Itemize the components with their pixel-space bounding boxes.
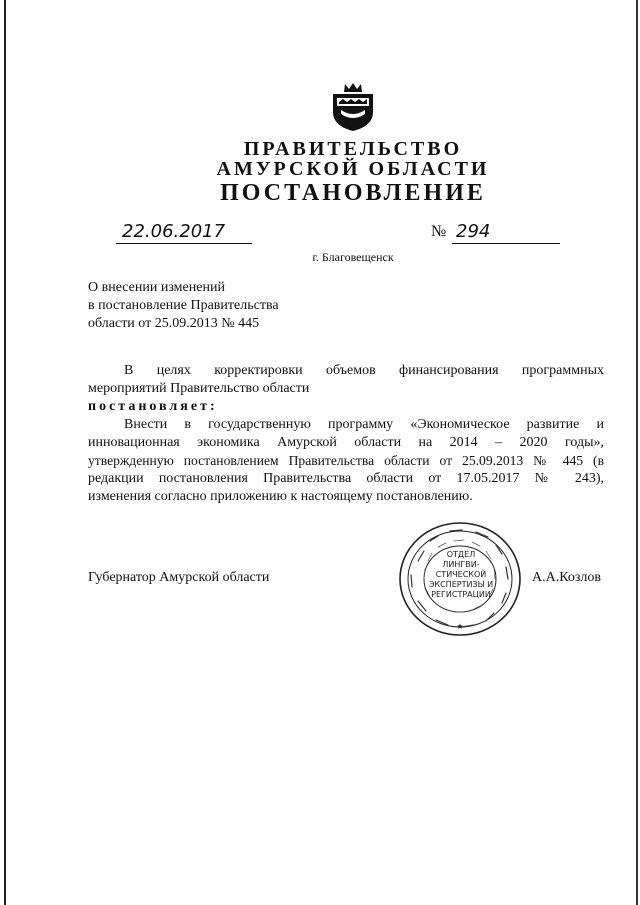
stamp-line: РЕГИСТРАЦИИ xyxy=(431,590,491,599)
signer-position: Губернатор Амурской области xyxy=(88,570,270,585)
scan-edge-left xyxy=(4,0,6,905)
stamp-line: ЛИНГВИ- xyxy=(442,560,480,569)
decree-word: постановляет: xyxy=(88,399,218,414)
stamp-center-text xyxy=(424,550,498,600)
stamp-line: ЭКСПЕРТИЗЫ И xyxy=(428,580,494,589)
scan-edge-right xyxy=(636,0,638,905)
body-line: изменения согласно приложению к настоящему постановлению. xyxy=(88,489,473,504)
body-line: утвержденную постановлением Правительства области от 25.09.2013 № 445 (в xyxy=(88,453,604,468)
city: г. Благовещенск xyxy=(312,250,394,264)
document-type-title: ПОСТАНОВЛЕНИЕ xyxy=(220,180,486,206)
document-number: 294 xyxy=(452,221,560,244)
stamp-line: ОТДЕЛ xyxy=(446,550,476,559)
subject-block xyxy=(88,279,279,333)
org-title-line1: ПРАВИТЕЛЬСТВО xyxy=(243,138,463,160)
document-date: 22.06.2017 xyxy=(116,221,252,244)
subject-line: области от 25.09.2013 № 445 xyxy=(88,316,260,331)
body-line: мероприятий Правительство области xyxy=(88,381,310,396)
svg-text:★: ★ xyxy=(456,622,464,631)
stamp-line: СТИЧЕСКОЙ xyxy=(435,570,487,579)
body-line: Внести в государственную программу «Экономическое развитие и xyxy=(124,417,604,432)
body-line: инновационная экономика Амурской области на 2014 – 2020 годы», xyxy=(88,435,604,450)
subject-line: О внесении изменений xyxy=(88,280,225,295)
body-text xyxy=(88,362,604,506)
number-label: № xyxy=(431,223,447,240)
signer-name: А.А.Козлов xyxy=(532,570,601,585)
body-line: редакции постановления Правительства области от 17.05.2017 № 243), xyxy=(88,471,604,486)
subject-line: в постановление Правительства xyxy=(88,298,279,313)
coat-of-arms-icon xyxy=(329,82,377,132)
org-title-line2: АМУРСКОЙ ОБЛАСТИ xyxy=(216,158,490,180)
body-line: В целях корректировки объемов финансирования программных xyxy=(124,363,604,378)
